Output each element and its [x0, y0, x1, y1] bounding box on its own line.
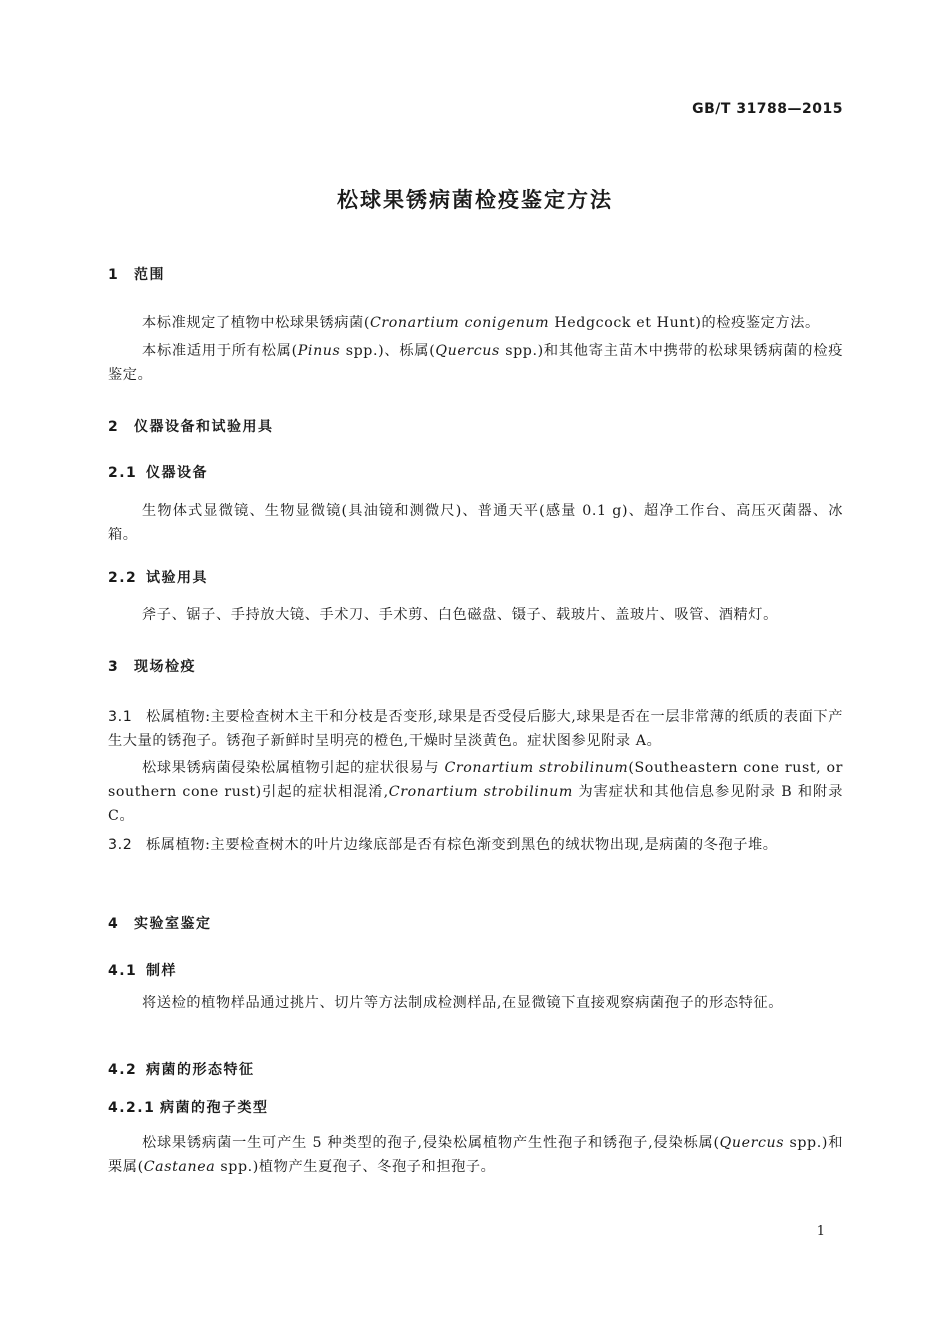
clause-number: 3.2 — [108, 837, 133, 853]
section-title: 范围 — [134, 267, 165, 283]
section-2-2-heading — [108, 567, 208, 587]
section-2-1-paragraph: 生物体式显微镜、生物显微镜(具油镜和测微尺)、普通天平(感量 0.1 g)、超净工作台、高压灭菌器、冰箱。 — [108, 503, 843, 543]
text-run: Hedgcock et Hunt)的检疫鉴定方法。 — [549, 315, 820, 331]
text-run: (Southeastern cone rust, or southern cone rust)引起的症状相混淆, — [108, 760, 843, 800]
text-run: spp.)、栎属( — [340, 343, 436, 359]
section-4-2-heading — [108, 1059, 255, 1079]
section-title: 制样 — [146, 963, 177, 979]
section-number: 3 — [108, 659, 120, 675]
section-number: 2.2 — [108, 570, 138, 586]
section-2-1-heading — [108, 462, 208, 482]
section-title: 病菌的形态特征 — [146, 1062, 255, 1078]
section-title: 现场检疫 — [134, 659, 196, 675]
section-number: 4 — [108, 916, 120, 932]
section-1-paragraph-1 — [108, 311, 843, 335]
scientific-name: Cronartium strobilinum — [388, 784, 573, 800]
section-3-1-paragraph — [108, 705, 843, 753]
text-run: 松属植物:主要检查树木主干和分枝是否变形,球果是否受侵后膨大,球果是否在一层非常薄的纸质的表面下产生大量的锈孢子。锈孢子新鲜时呈明亮的橙色,干燥时呈淡黄色。症状图参见附录 A。 — [108, 709, 843, 749]
section-number: 2 — [108, 419, 120, 435]
section-number: 1 — [108, 267, 120, 283]
clause-number: 3.1 — [108, 709, 133, 725]
section-2-heading — [108, 416, 274, 436]
section-title: 病菌的孢子类型 — [160, 1100, 269, 1116]
text-run: 松球果锈病菌侵染松属植物引起的症状很易与 — [142, 760, 445, 776]
section-4-heading — [108, 913, 212, 933]
scientific-name: Cronartium strobilinum — [444, 760, 629, 776]
section-4-1-paragraph: 将送检的植物样品通过挑片、切片等方法制成检测样品,在显微镜下直接观察病菌孢子的形态特征。 — [142, 995, 783, 1011]
section-2-2-paragraph: 斧子、锯子、手持放大镜、手术刀、手术剪、白色磁盘、镊子、载玻片、盖玻片、吸管、酒精灯。 — [142, 607, 778, 623]
section-3-heading — [108, 656, 196, 676]
scientific-name: Quercus — [435, 343, 500, 359]
section-title: 仪器设备 — [146, 465, 208, 481]
standard-number: GB/T 31788—2015 — [692, 101, 843, 117]
section-1-paragraph-2 — [108, 339, 843, 387]
text-run: spp.)和栗属( — [108, 1135, 843, 1175]
scientific-name: Quercus — [719, 1135, 785, 1151]
section-number: 4.1 — [108, 963, 138, 979]
document-title: 松球果锈病菌检疫鉴定方法 — [337, 188, 613, 212]
section-title: 实验室鉴定 — [134, 916, 212, 932]
section-3-1-paragraph-2 — [108, 756, 843, 828]
section-4-1-heading — [108, 960, 177, 980]
section-title: 试验用具 — [146, 570, 208, 586]
scientific-name: Cronartium conigenum — [369, 315, 550, 331]
section-number: 4.2 — [108, 1062, 138, 1078]
section-number: 4.2.1 — [108, 1100, 156, 1116]
text-run: spp.)和其他寄主苗木中携带的松球果锈病菌的检疫鉴定。 — [108, 343, 843, 383]
section-4-2-1-heading — [108, 1097, 269, 1117]
text-run: 本标准规定了植物中松球果锈病菌( — [142, 315, 370, 331]
section-1-heading — [108, 264, 165, 284]
text-run: 松球果锈病菌一生可产生 5 种类型的孢子,侵染松属植物产生性孢子和锈孢子,侵染栎属( — [142, 1135, 720, 1151]
text-run: spp.)植物产生夏孢子、冬孢子和担孢子。 — [215, 1159, 496, 1175]
scientific-name: Pinus — [297, 343, 341, 359]
page-number: 1 — [816, 1224, 825, 1239]
text-run: 栎属植物:主要检查树木的叶片边缘底部是否有棕色渐变到黑色的绒状物出现,是病菌的冬孢子堆。 — [146, 837, 778, 853]
section-3-2-paragraph — [108, 833, 843, 857]
section-number: 2.1 — [108, 465, 138, 481]
text-run: 为害症状和其他信息参见附录 B 和附录 C。 — [108, 784, 843, 824]
scientific-name: Castanea — [143, 1159, 216, 1175]
text-run: 本标准适用于所有松属( — [142, 343, 298, 359]
section-4-2-1-paragraph — [108, 1131, 843, 1179]
section-title: 仪器设备和试验用具 — [134, 419, 274, 435]
